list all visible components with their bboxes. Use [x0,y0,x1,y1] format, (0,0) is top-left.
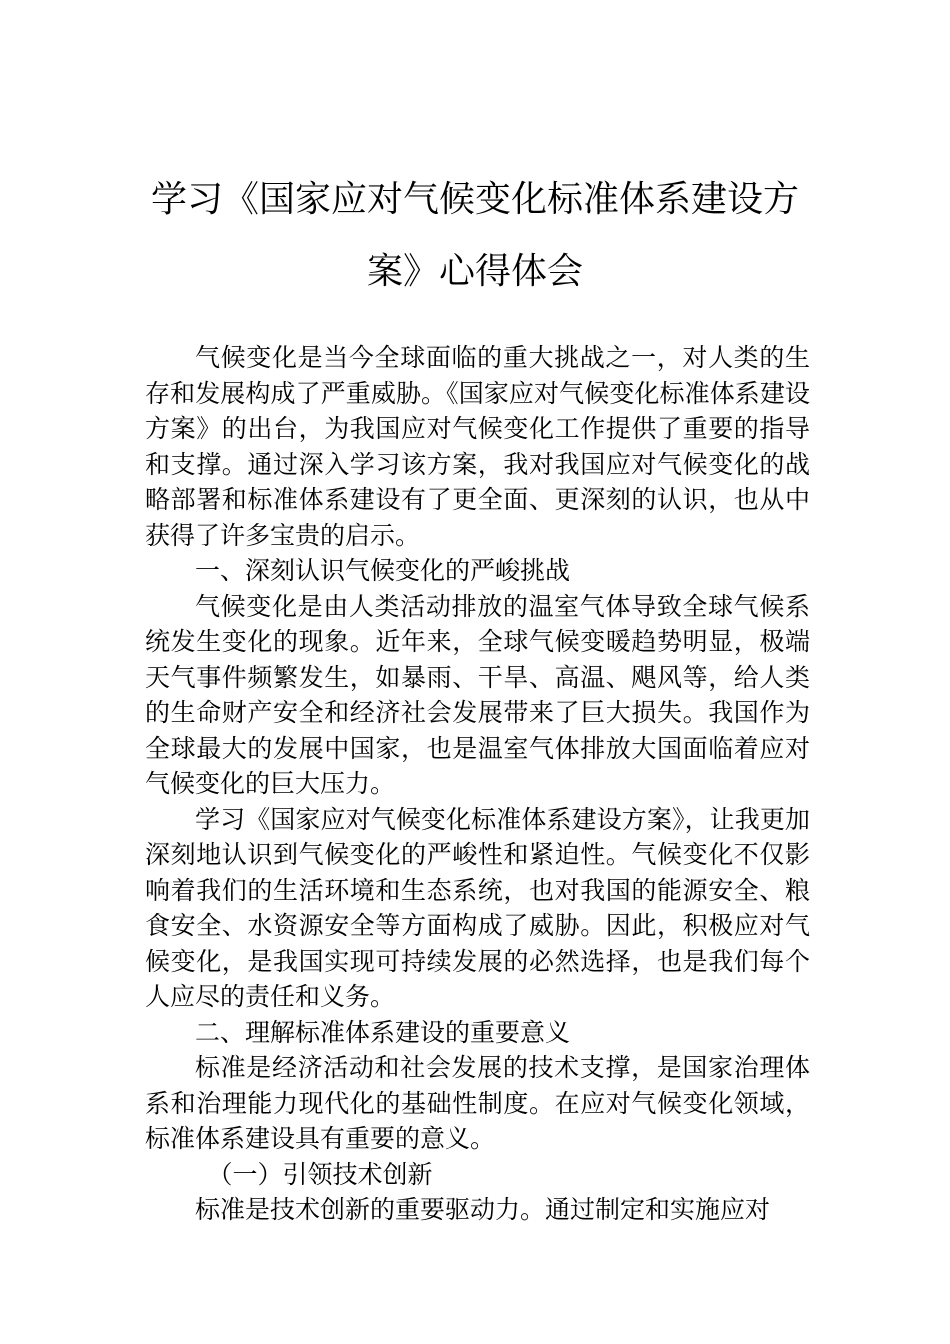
subsection-heading-1: （一）引领技术创新 [207,1159,433,1189]
body-paragraph: 气候变化是由人类活动排放的温室气体导致全球气候系统发生变化的现象。近年来，全球气候变暖趋势明显，极端天气事件频繁发生，如暴雨、干旱、高温、飓风等，给人类的生命财产安全和经济社会发展带来了巨大损失。我国作为全球最大的发展中国家，也是温室气体排放大国面临着应对气候变化的巨大压力。 [145,591,810,798]
document-title-line-1: 学习《国家应对气候变化标准体系建设方 [150,179,799,220]
intro-paragraph: 气候变化是当今全球面临的重大挑战之一，对人类的生存和发展构成了严重威胁。《国家应对气候变化标准体系建设方案》的出台，为我国应对气候变化工作提供了重要的指导和支撑。通过深入学习该方案，我对我国应对气候变化的战略部署和标准体系建设有了更全面、更深刻的认识，也从中获得了许多宝贵的启示。 [145,343,810,550]
document-body [145,340,810,1228]
body-paragraph: 标准是经济活动和社会发展的技术支撑，是国家治理体系和治理能力现代化的基础性制度。在应对气候变化领域，标准体系建设具有重要的意义。 [145,1053,810,1153]
document-title-line-2: 案》心得体会 [366,251,583,292]
body-paragraph: 标准是技术创新的重要驱动力。通过制定和实施应对 [195,1195,771,1224]
body-paragraph: 学习《国家应对气候变化标准体系建设方案》，让我更加深刻地认识到气候变化的严峻性和紧迫性。气候变化不仅影响着我们的生活环境和生态系统，也对我国的能源安全、粮食安全、水资源安全等方面构成了威胁。因此，积极应对气候变化，是我国实现可持续发展的必然选择，也是我们每个人应尽的责任和义务。 [145,804,810,1011]
section-heading-2: 二、理解标准体系建设的重要意义 [195,1017,571,1047]
section-heading-1: 一、深刻认识气候变化的严峻挑战 [195,556,571,585]
